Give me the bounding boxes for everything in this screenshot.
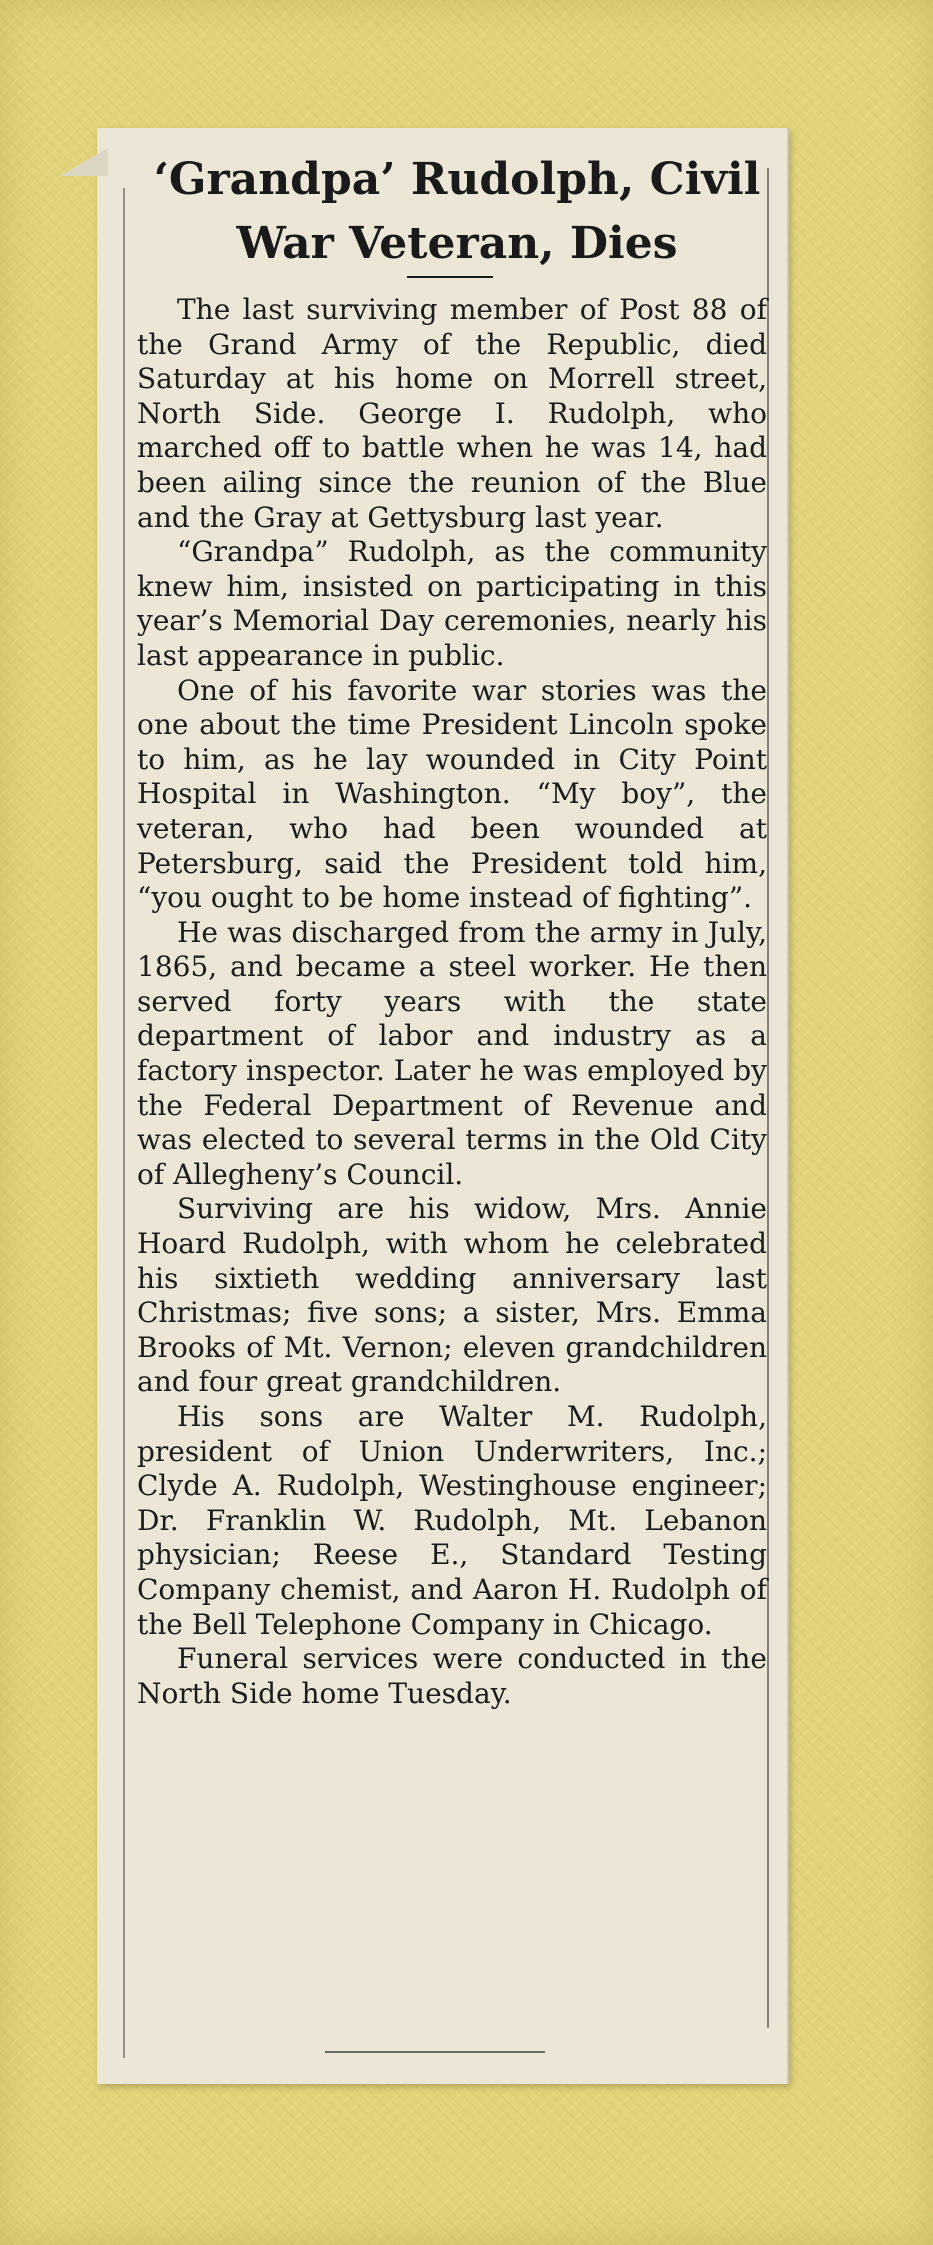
- paragraph-5: Surviving are his widow, Mrs. Annie Hoard Rudolph, with whom he celebrated his sixtieth wedding anniversary last Christmas; five sons; a sister, Mrs. Emma Brooks of Mt. Vernon; eleven grandchildren and four great grandchildren.: [137, 1192, 767, 1399]
- paragraph-4: He was discharged from the army in July, 1865, and became a steel worker. He then served forty years with the state department of labor and industry as a factory inspector. Later he was employed by the Federal Department of Revenue and was elected to several terms in the Old City of Allegheny’s Council.: [137, 915, 767, 1191]
- column-rule-left: [123, 188, 125, 2058]
- paragraph-2: “Grandpa” Rudolph, as the community knew him, insisted on participating in this year’s Memorial Day ceremonies, nearly his last appearance in public.: [137, 535, 767, 672]
- newspaper-clipping: [97, 128, 789, 2084]
- paragraph-7: Funeral services were conducted in the North Side home Tuesday.: [137, 1642, 767, 1710]
- paragraph-6: His sons are Walter M. Rudolph, president of Union Underwriters, Inc.; Clyde A. Rudolph, Westinghouse engineer; Dr. Franklin W. Rudolph, Mt. Lebanon physician; Reese E., Standard Testing Company chemist, and Aaron H. Rudolph of the Bell Telephone Company in Chicago.: [137, 1400, 767, 1641]
- paragraph-3: One of his favorite war stories was the one about the time President Lincoln spoke to him, as he lay wounded in City Point Hospital in Washington. “My boy”, the veteran, who had been wounded at Petersburg, said the President told him, “you ought to be home instead of fighting”.: [137, 673, 767, 915]
- article-body: [137, 293, 767, 1711]
- paragraph-1: The last surviving member of Post 88 of the Grand Army of the Republic, died Saturday at his home on Morrell street, North Side. George I. Rudolph, who marched off to battle when he was 14, had been ailing since the reunion of the Blue and the Gray at Gettysburg last year.: [137, 293, 767, 534]
- headline: [137, 148, 777, 276]
- end-divider: [325, 2051, 545, 2053]
- headline-line-2: War Veteran, Dies: [236, 218, 678, 269]
- torn-corner: [60, 148, 108, 176]
- headline-divider: [407, 276, 493, 278]
- column-rule-right: [767, 168, 769, 2028]
- headline-line-1: ‘Grandpa’ Rudolph, Civil: [153, 154, 761, 205]
